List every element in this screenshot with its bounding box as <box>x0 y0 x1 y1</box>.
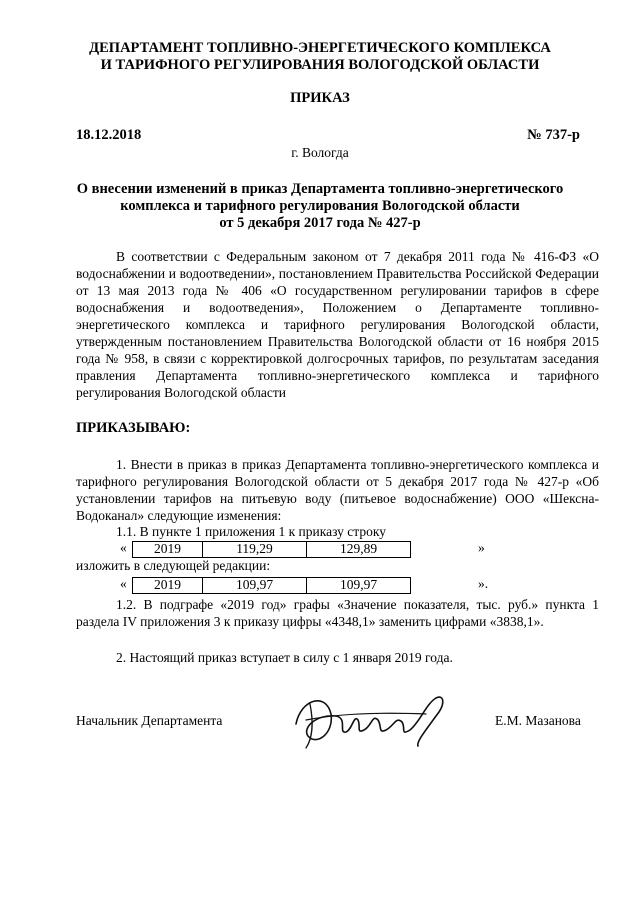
new-row-value-1: 109,97 <box>203 578 307 594</box>
new-row-value-2: 109,97 <box>307 578 411 594</box>
order-date: 18.12.2018 <box>76 127 142 143</box>
signatory-position: Начальник Департамента <box>76 713 223 728</box>
signatory-name: Е.М. Мазанова <box>495 713 581 728</box>
department-line-1: ДЕПАРТАМЕНТ ТОПЛИВНО-ЭНЕРГЕТИЧЕСКОГО КОМПЛЕКСА <box>89 40 551 56</box>
subject-line-2: комплекса и тарифного регулирования Вологодской области <box>120 198 520 214</box>
handwritten-signature <box>286 684 466 754</box>
old-tariff-row <box>132 541 411 558</box>
new-row-year: 2019 <box>133 578 203 594</box>
item-1-2-paragraph: 1.2. В подграфе «2019 год» графы «Значение показателя, тыс. руб.» пункта 1 раздела IV приложения 3 к приказу цифры «4348,1» заменить цифрами «3838,1». <box>76 597 599 629</box>
new-tariff-row <box>132 577 411 594</box>
department-heading <box>60 40 580 74</box>
document-type: ПРИКАЗ <box>290 90 350 106</box>
old-row-value-1: 119,29 <box>203 542 307 558</box>
old-row-open-quote: « <box>120 540 127 555</box>
new-row-close-quote: ». <box>478 576 489 591</box>
preamble-paragraph: В соответствии с Федеральным законом от 7 декабря 2011 года № 416-ФЗ «О водоснабжении и водоотведении», постановлением Правительства Российской Федерации от 13 мая 2013 года № 406 «О государственном регулировании тарифов в сфере водоснабжения и водоотведения», Положением о Департаменте топливно-энергетического комплекса и тарифного регулирования Вологодской области, утвержденным постановлением Правительства Вологодской области от 16 ноября 2015 года № 958, в связи с корректировкой долгосрочных тарифов, по результатам заседания правления Департамента топливно-энергетического комплекса и тарифного регулирования Вологодской области <box>76 249 599 400</box>
subject-line-1: О внесении изменений в приказ Департамента топливно-энергетического <box>76 181 564 197</box>
subject-line-3: от 5 декабря 2017 года № 427-р <box>219 215 421 231</box>
department-line-2: И ТАРИФНОГО РЕГУЛИРОВАНИЯ ВОЛОГОДСКОЙ ОБЛАСТИ <box>100 57 540 73</box>
new-row-open-quote: « <box>120 576 127 591</box>
order-subject <box>60 181 580 232</box>
old-row-value-2: 129,89 <box>307 542 411 558</box>
order-number: № 737-р <box>527 127 580 143</box>
order-word: ПРИКАЗЫВАЮ: <box>76 420 191 436</box>
item-1-paragraph: 1. Внести в приказ в приказ Департамента топливно-энергетического комплекса и тарифного регулирования Вологодской области от 5 декабря 2017 года № 427-р «Об установлении тарифов на питьевую воду (питьевое водоснабжение) ООО «Шексна-Водоканал» следующие изменения: <box>76 457 599 523</box>
old-row-close-quote: » <box>478 540 485 555</box>
city: г. Вологда <box>291 145 349 160</box>
replace-text: изложить в следующей редакции: <box>76 558 271 573</box>
item-2-paragraph: 2. Настоящий приказ вступает в силу с 1 января 2019 года. <box>116 650 453 665</box>
old-row-year: 2019 <box>133 542 203 558</box>
item-1-1-text: 1.1. В пункте 1 приложения 1 к приказу строку <box>116 524 386 539</box>
